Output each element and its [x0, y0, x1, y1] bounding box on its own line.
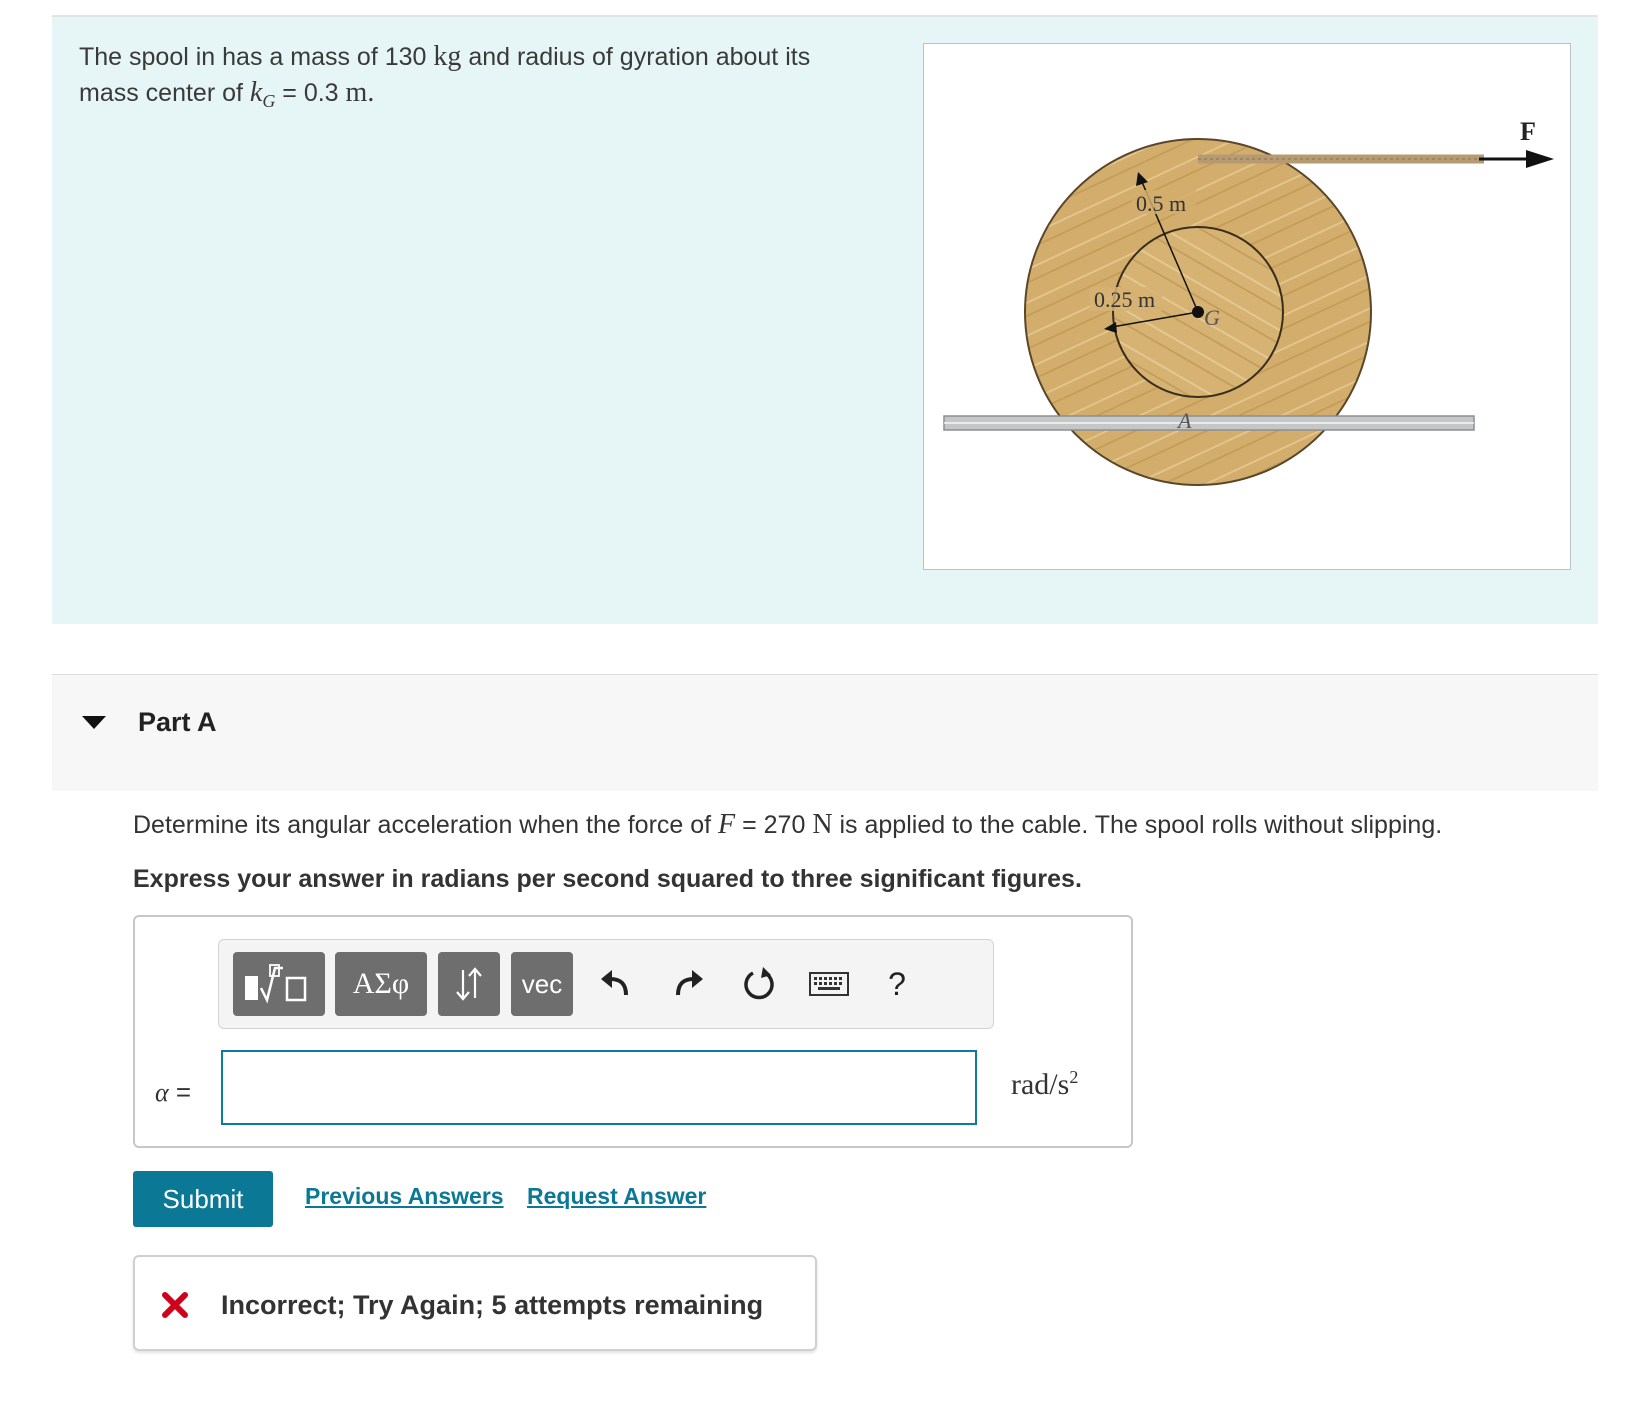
keyboard-button[interactable]: [799, 952, 859, 1016]
inner-radius-label: 0.25 m: [1094, 287, 1156, 312]
feedback-box: [133, 1255, 817, 1351]
request-answer-link[interactable]: Request Answer: [527, 1183, 707, 1209]
answer-instruction: Express your answer in radians per second squared to three significant figures.: [133, 865, 1082, 893]
greek-symbols-button[interactable]: ΑΣφ: [335, 952, 427, 1016]
center-point: [1192, 306, 1204, 318]
keyboard-icon: [809, 971, 849, 997]
answer-box: [133, 915, 1133, 1148]
math-toolbar: [218, 939, 994, 1029]
undo-button[interactable]: [585, 952, 645, 1016]
subscript-superscript-button[interactable]: [438, 952, 500, 1016]
problem-statement: [52, 15, 1598, 624]
problem-text: The spool in has a mass of 130 kg and radius of gyration about its mass center of $k_G = 0.3$ m.: [79, 41, 811, 111]
feedback-message: Incorrect; Try Again; 5 attempts remaining: [221, 1290, 764, 1320]
vector-button[interactable]: vec: [511, 952, 573, 1016]
previous-answers-link[interactable]: Previous Answers: [305, 1183, 504, 1209]
redo-icon: [672, 967, 706, 1001]
answer-variable-label: α =: [155, 1077, 192, 1107]
answer-input[interactable]: [221, 1050, 977, 1125]
force-label: F: [1520, 117, 1536, 146]
question-text: Determine its angular acceleration when the force of F = 270 N is applied to the cable. The spool rolls without slipping.: [133, 809, 1443, 840]
force-arrowhead: [1526, 150, 1554, 168]
up-down-arrows-icon: [454, 964, 484, 1004]
templates-button[interactable]: [233, 952, 325, 1016]
collapse-caret-icon[interactable]: [82, 716, 106, 729]
part-title: Part A: [138, 707, 217, 737]
spool-diagram: [924, 44, 1570, 569]
part-a-header[interactable]: [52, 674, 1598, 791]
answer-unit: rad/$s^2$: [1011, 1067, 1079, 1101]
redo-button[interactable]: [659, 952, 719, 1016]
center-label: G: [1204, 305, 1220, 330]
contact-point-label: A: [1178, 408, 1192, 433]
submit-button[interactable]: Submit: [133, 1171, 273, 1227]
spool-figure: [923, 43, 1571, 570]
templates-icon: [239, 962, 319, 1006]
reset-button[interactable]: [729, 952, 789, 1016]
help-button[interactable]: ?: [888, 965, 906, 1002]
undo-icon: [598, 967, 632, 1001]
outer-radius-label: 0.5 m: [1136, 191, 1187, 216]
reset-icon: [741, 966, 777, 1002]
error-x-icon: [161, 1291, 189, 1319]
